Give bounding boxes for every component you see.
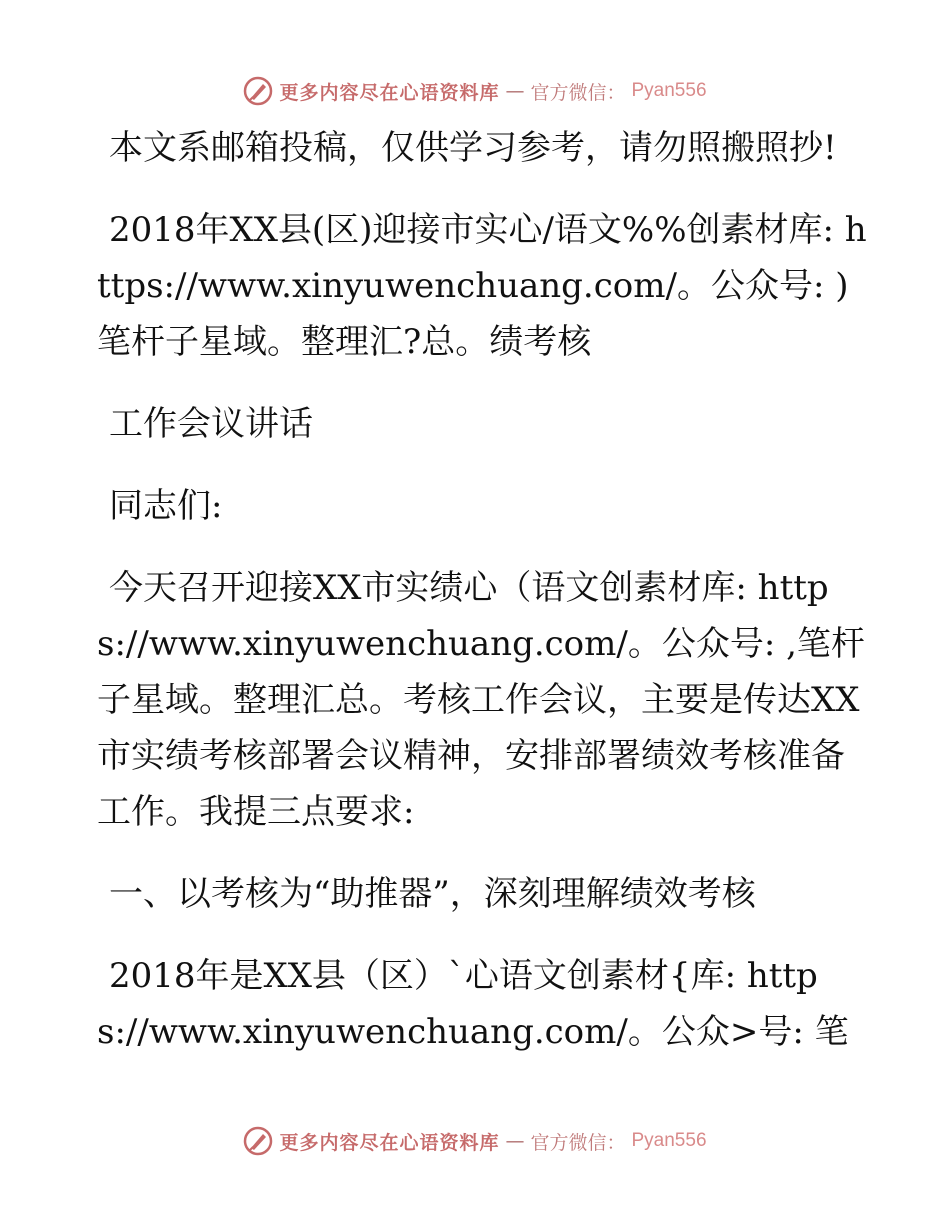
banner-wechat-label: 官方微信： <box>530 1131 626 1154</box>
paragraph-disclaimer: 本文系邮箱投稿，仅供学习参考，请勿照搬照抄! <box>109 128 837 168</box>
banner-wechat-id: Pyan556 <box>631 1130 707 1151</box>
paragraph-body: 2018年是XX县（区）`心语文创素材{库: https://www.xinyuwenchuang.com/。公众>号: 笔 <box>97 956 849 1052</box>
header-watermark-banner <box>0 71 950 111</box>
paragraph-intro: 今天召开迎接XX市实绩心（语文创素材库: https://www.xinyuwenchuang.com/。公众号: ,笔杆子星域。整理汇总。考核工作会议，主要是传达XX市实绩考核部署会议精神，安排部署绩效考核准备工作。我提三点要求: <box>97 568 865 832</box>
paragraph-salutation: 同志们: <box>109 486 223 526</box>
banner-site-text: 更多内容尽在心语资料库 <box>279 1131 500 1154</box>
document-body <box>97 120 867 1086</box>
quill-pen-logo-icon <box>243 76 273 106</box>
banner-wechat-label: 官方微信： <box>530 81 626 104</box>
footer-watermark-banner <box>0 1121 950 1161</box>
banner-site-text: 更多内容尽在心语资料库 <box>279 81 500 104</box>
banner-dash: — <box>505 1130 525 1152</box>
banner-wechat-id: Pyan556 <box>631 80 707 101</box>
banner-dash: — <box>505 80 525 102</box>
paragraph-subtitle: 工作会议讲话 <box>109 404 313 444</box>
quill-pen-logo-icon <box>243 1126 273 1156</box>
paragraph-title: 2018年XX县(区)迎接市实心/语文%%创素材库: https://www.xinyuwenchuang.com/。公众号: )笔杆子星域。整理汇?总。绩考核 <box>97 210 867 362</box>
paragraph-section-heading: 一、以考核为“助推器”，深刻理解绩效考核 <box>109 874 756 914</box>
